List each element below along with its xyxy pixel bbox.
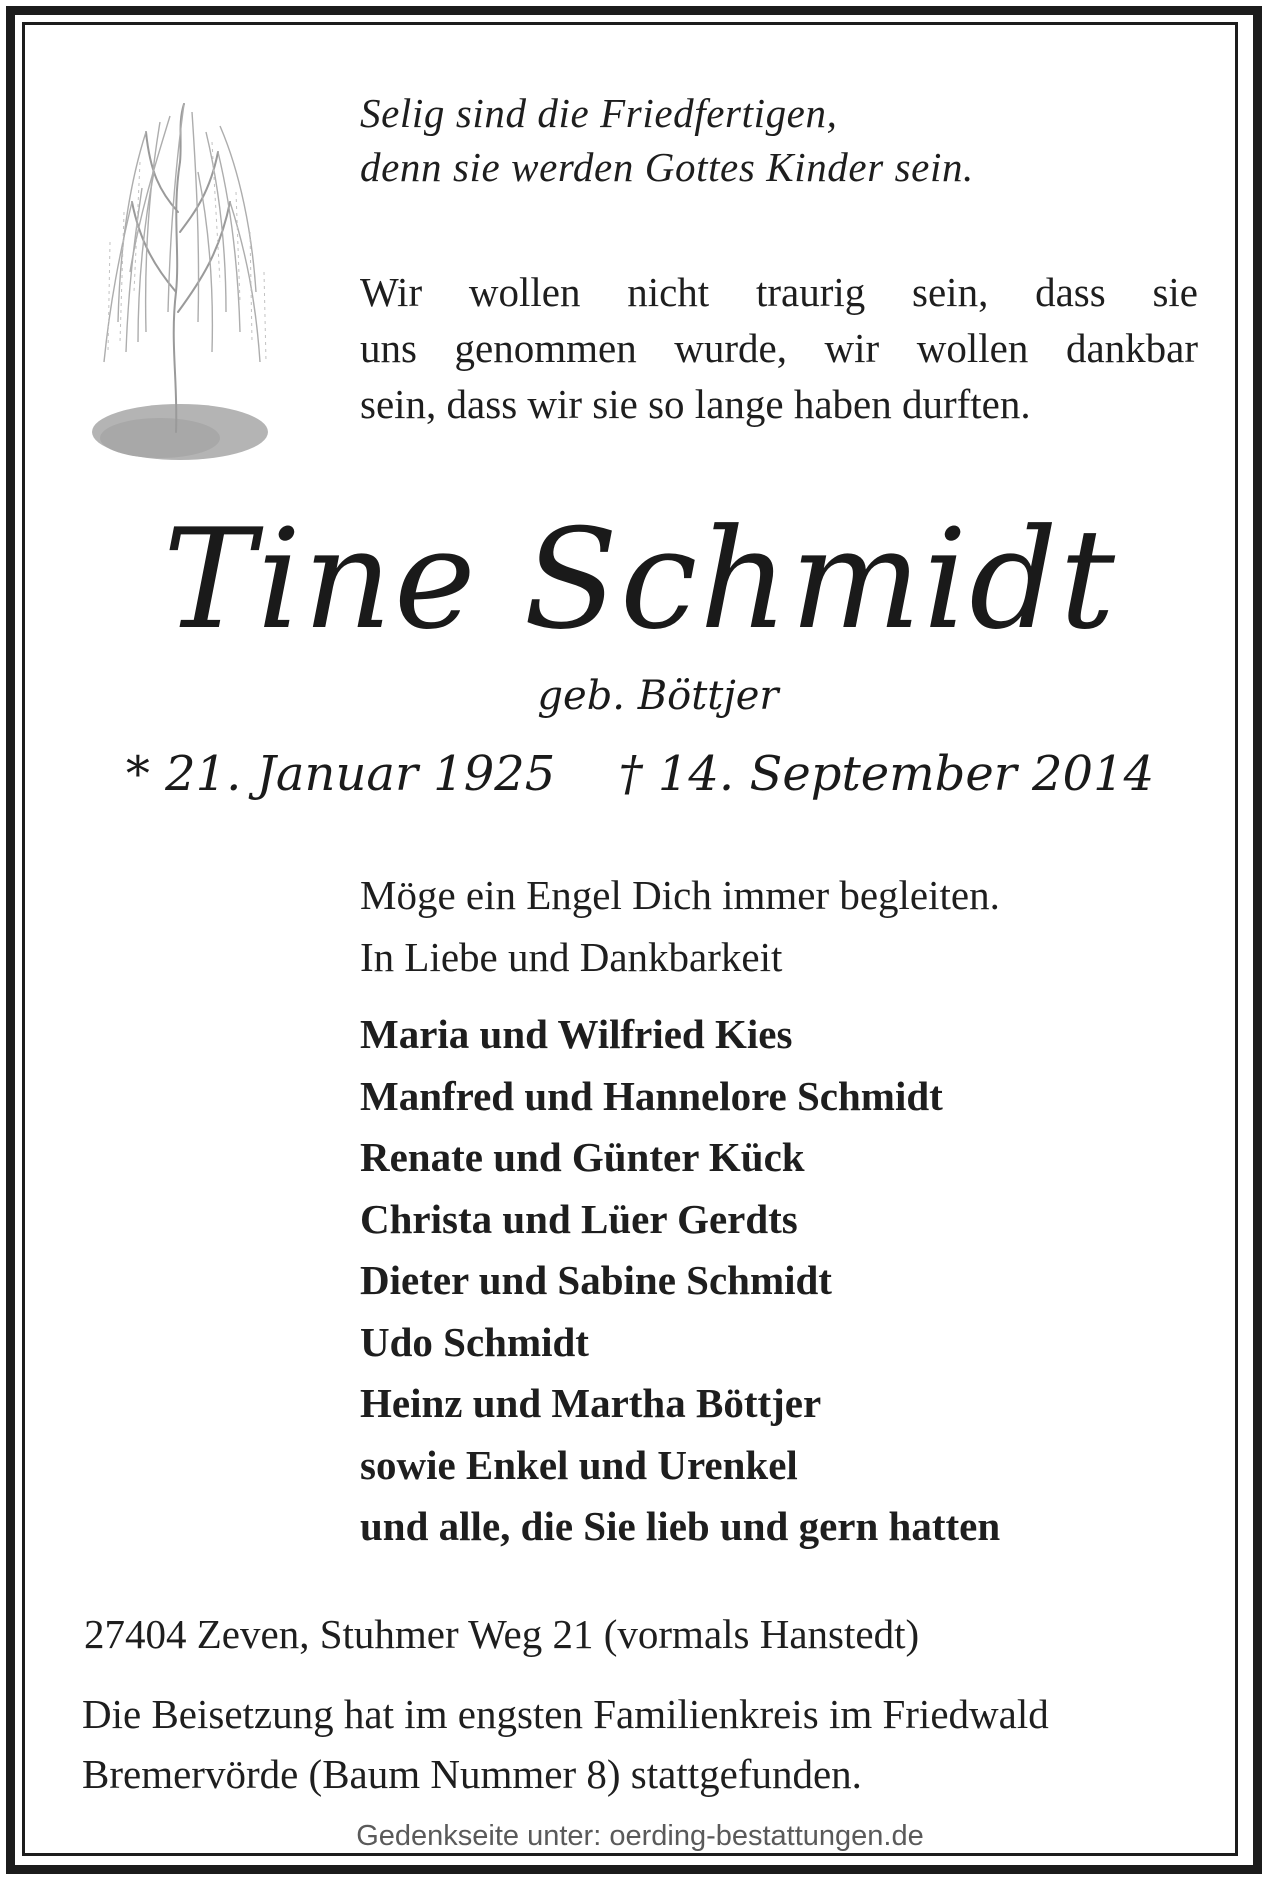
farewell-line: In Liebe und Dankbarkeit	[360, 934, 783, 980]
address: 27404 Zeven, Stuhmer Weg 21 (vormals Hanstedt)	[84, 1611, 920, 1657]
verse-line: denn sie werden Gottes Kinder sein.	[360, 144, 974, 190]
bible-verse	[360, 86, 1210, 194]
list-item: Udo Schmidt	[360, 1318, 589, 1365]
list-item: Maria und Wilfried Kies	[360, 1011, 793, 1057]
burial-notice	[82, 1684, 1214, 1804]
maiden-name: geb. Böttjer	[537, 673, 779, 719]
list-item: Heinz und Martha Böttjer	[360, 1380, 822, 1426]
gratitude-line: uns genommen wurde, wir wollen dankbar	[360, 325, 1198, 371]
memorial-page-link[interactable]: Gedenkseite unter: oerding-bestattungen.de	[356, 1820, 924, 1852]
burial-line: Bremervörde (Baum Nummer 8) stattgefunden.	[82, 1751, 862, 1797]
life-dates	[0, 744, 1280, 804]
farewell-line: Möge ein Engel Dich immer begleiten.	[360, 872, 1000, 918]
mourners-list	[360, 1004, 1220, 1558]
list-item: Christa und Lüer Gerdts	[360, 1195, 798, 1242]
gratitude-line: sein, dass wir sie so lange haben durften.	[360, 381, 1031, 427]
birth-date: * 21. Januar 1925	[125, 746, 556, 802]
verse-line: Selig sind die Friedfertigen,	[360, 90, 838, 136]
deceased-name: Tine Schmidt	[162, 499, 1118, 660]
gratitude-text	[360, 264, 1198, 432]
death-date: † 14. September 2014	[618, 746, 1155, 802]
gratitude-line: Wir wollen nicht traurig sein, dass sie	[360, 269, 1198, 315]
weeping-willow-icon	[80, 92, 290, 482]
farewell-text	[360, 864, 1220, 988]
list-item: Renate und Günter Kück	[360, 1134, 805, 1180]
list-item: Manfred und Hannelore Schmidt	[360, 1072, 943, 1119]
list-item: Dieter und Sabine Schmidt	[360, 1257, 832, 1303]
list-item: sowie Enkel und Urenkel	[360, 1441, 798, 1488]
burial-line: Die Beisetzung hat im engsten Familienkreis im Friedwald	[82, 1691, 1049, 1737]
list-item: und alle, die Sie lieb und gern hatten	[360, 1503, 1001, 1549]
